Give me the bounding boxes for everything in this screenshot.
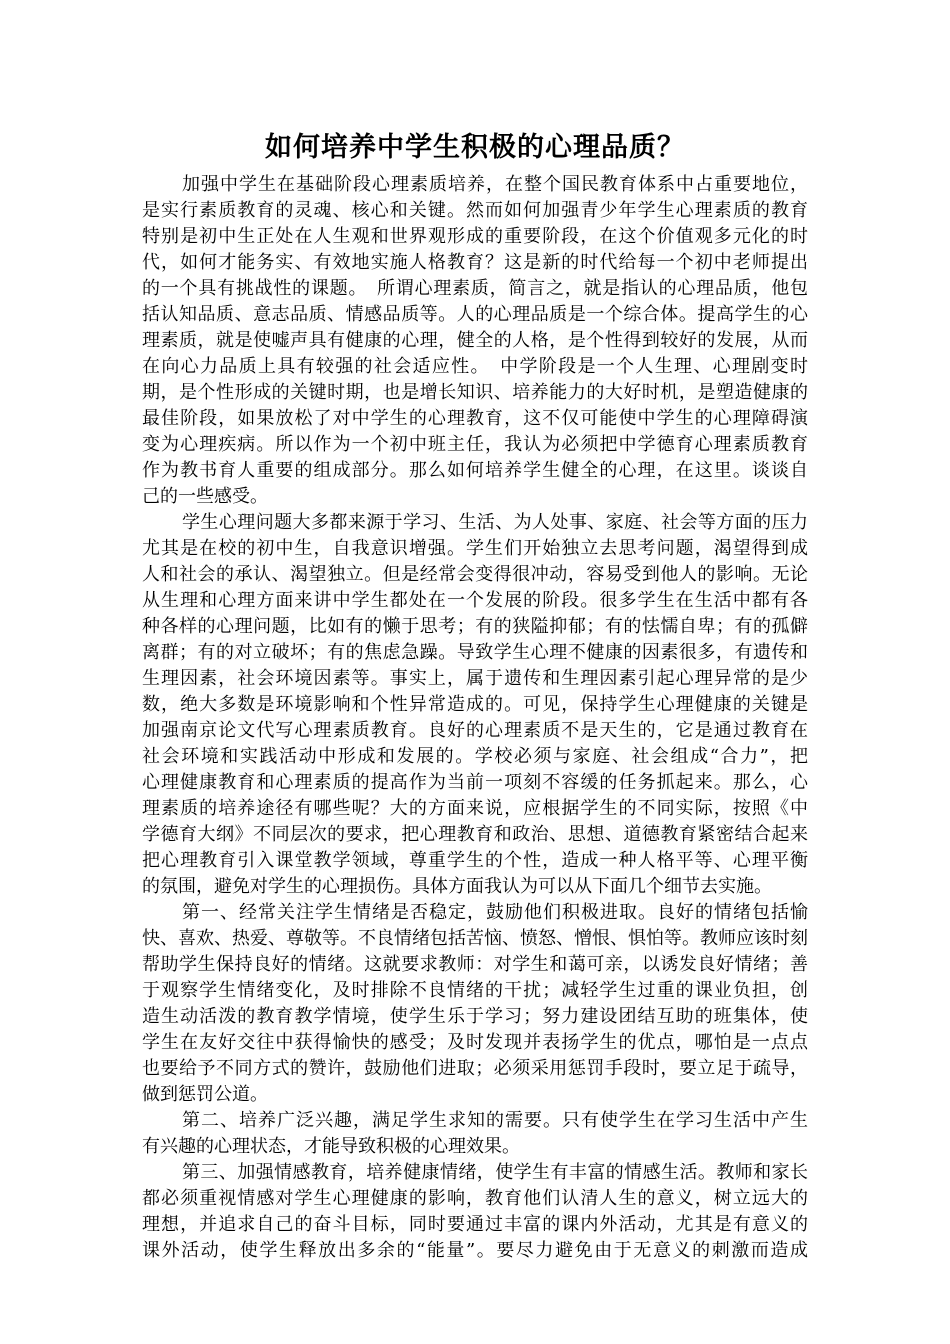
text-line: 也要给予不同方式的赞许，鼓励他们进取；必须采用惩罚手段时，要立足于疏导， xyxy=(142,1058,808,1079)
text-line: 代，如何才能务实、有效地实施人格教育？这是新的时代给每一个初中老师提出 xyxy=(142,252,808,273)
text-line: 学德育大纲》不同层次的要求，把心理教育和政治、思想、道德教育紧密结合起来 xyxy=(142,824,808,845)
text-line: 己的一些感受。 xyxy=(142,486,268,507)
text-line: 括认知品质、意志品质、情感品质等。人的心理品质是一个综合体。提高学生的心 xyxy=(142,304,808,325)
text-line: 做到惩罚公道。 xyxy=(142,1084,268,1105)
text-line: 快、喜欢、热爱、尊敬等。不良情绪包括苦恼、愤怒、憎恨、惧怕等。教师应该时刻 xyxy=(142,928,808,949)
text-line: 从生理和心理方面来讲中学生都处在一个发展的阶段。很多学生在生活中都有各 xyxy=(142,590,808,611)
text-line: 都必须重视情感对学生心理健康的影响，教育他们认清人生的意义，树立远大的 xyxy=(142,1188,808,1209)
document-title: 如何培养中学生积极的心理品质？ xyxy=(265,132,685,163)
text-line: 心理健康教育和心理素质的提高作为当前一项刻不容缓的任务抓起来。那么，心 xyxy=(142,772,808,793)
text-line: 理素质的培养途径有哪些呢？大的方面来说，应根据学生的不同实际，按照《中 xyxy=(142,798,808,819)
paragraph xyxy=(142,900,808,1108)
text-line: 期，是个性形成的关键时期，也是增长知识、培养能力的大好时机，是塑造健康的 xyxy=(142,382,808,403)
paragraph xyxy=(142,1160,808,1264)
text-line: 离群；有的对立破坏；有的焦虑急躁。导致学生心理不健康的因素很多，有遗传和 xyxy=(142,642,808,663)
text-line: 特别是初中生正处在人生观和世界观形成的重要阶段，在这个价值观多元化的时 xyxy=(142,226,808,247)
text-line: 第二、培养广泛兴趣，满足学生求知的需要。只有使学生在学习生活中产生 xyxy=(182,1110,808,1131)
text-line: 的氛围，避免对学生的心理损伤。具体方面我认为可以从下面几个细节去实施。 xyxy=(142,876,772,897)
text-line: 把心理教育引入课堂教学领域，尊重学生的个性，造成一种人格平等、心理平衡 xyxy=(142,850,808,871)
text-line: 数，绝大多数是环境影响和个性异常造成的。可见，保持学生心理健康的关键是 xyxy=(142,694,808,715)
text-line: 加强南京论文代写心理素质教育。良好的心理素质不是天生的，它是通过教育在 xyxy=(142,720,808,741)
text-line: 种各样的心理问题，比如有的懒于思考；有的狭隘抑郁；有的怯懦自卑；有的孤僻 xyxy=(142,616,808,637)
text-line: 在向心力品质上具有较强的社会适应性。 中学阶段是一个人生理、心理剧变时 xyxy=(142,356,808,377)
text-line: 是实行素质教育的灵魂、核心和关键。然而如何加强青少年学生心理素质的教育 xyxy=(142,200,808,221)
text-line: 帮助学生保持良好的情绪。这就要求教师：对学生和蔼可亲，以诱发良好情绪；善 xyxy=(142,954,808,975)
text-line: 第三、加强情感教育，培养健康情绪，使学生有丰富的情感生活。教师和家长 xyxy=(182,1162,808,1183)
text-line: 尤其是在校的初中生，自我意识增强。学生们开始独立去思考问题，渴望得到成 xyxy=(142,538,808,559)
paragraph xyxy=(142,510,808,900)
text-line: 学生在友好交往中获得愉快的感受；及时发现并表扬学生的优点，哪怕是一点点 xyxy=(142,1032,808,1053)
text-line: 理素质，就是使嘘声具有健康的心理，健全的人格，是个性得到较好的发展，从而 xyxy=(142,330,808,351)
text-line: 学生心理问题大多都来源于学习、生活、为人处事、家庭、社会等方面的压力 xyxy=(182,512,808,533)
paragraph xyxy=(142,172,808,510)
text-line: 人和社会的承认、渴望独立。但是经常会变得很冲动，容易受到他人的影响。无论 xyxy=(142,564,808,585)
text-line: 最佳阶段，如果放松了对中学生的心理教育，这不仅可能使中学生的心理障碍演 xyxy=(142,408,808,429)
text-line: 课外活动，使学生释放出多余的“能量”。要尽力避免由于无意义的刺激而造成 xyxy=(142,1240,808,1261)
text-line: 造生动活泼的教育教学情境，使学生乐于学习；努力建设团结互助的班集体，使 xyxy=(142,1006,808,1027)
text-line: 加强中学生在基础阶段心理素质培养，在整个国民教育体系中占重要地位， xyxy=(182,174,808,195)
paragraph xyxy=(142,1108,808,1160)
text-line: 有兴趣的心理状态，才能导致积极的心理效果。 xyxy=(142,1136,520,1157)
text-line: 生理因素，社会环境因素等。事实上，属于遗传和生理因素引起心理异常的是少 xyxy=(142,668,808,689)
text-line: 社会环境和实践活动中形成和发展的。学校必须与家庭、社会组成“合力”，把 xyxy=(142,746,808,767)
document-body xyxy=(142,172,808,1264)
text-line: 的一个具有挑战性的课题。 所谓心理素质，简言之，就是指认的心理品质，他包 xyxy=(142,278,808,299)
text-line: 于观察学生情绪变化，及时排除不良情绪的干扰；减轻学生过重的课业负担，创 xyxy=(142,980,808,1001)
text-line: 理想，并追求自己的奋斗目标，同时要通过丰富的课内外活动，尤其是有意义的 xyxy=(142,1214,808,1235)
text-line: 第一、经常关注学生情绪是否稳定，鼓励他们积极进取。良好的情绪包括愉 xyxy=(182,902,808,923)
text-line: 变为心理疾病。所以作为一个初中班主任，我认为必须把中学德育心理素质教育 xyxy=(142,434,808,455)
text-line: 作为教书育人重要的组成部分。那么如何培养学生健全的心理，在这里。谈谈自 xyxy=(142,460,808,481)
